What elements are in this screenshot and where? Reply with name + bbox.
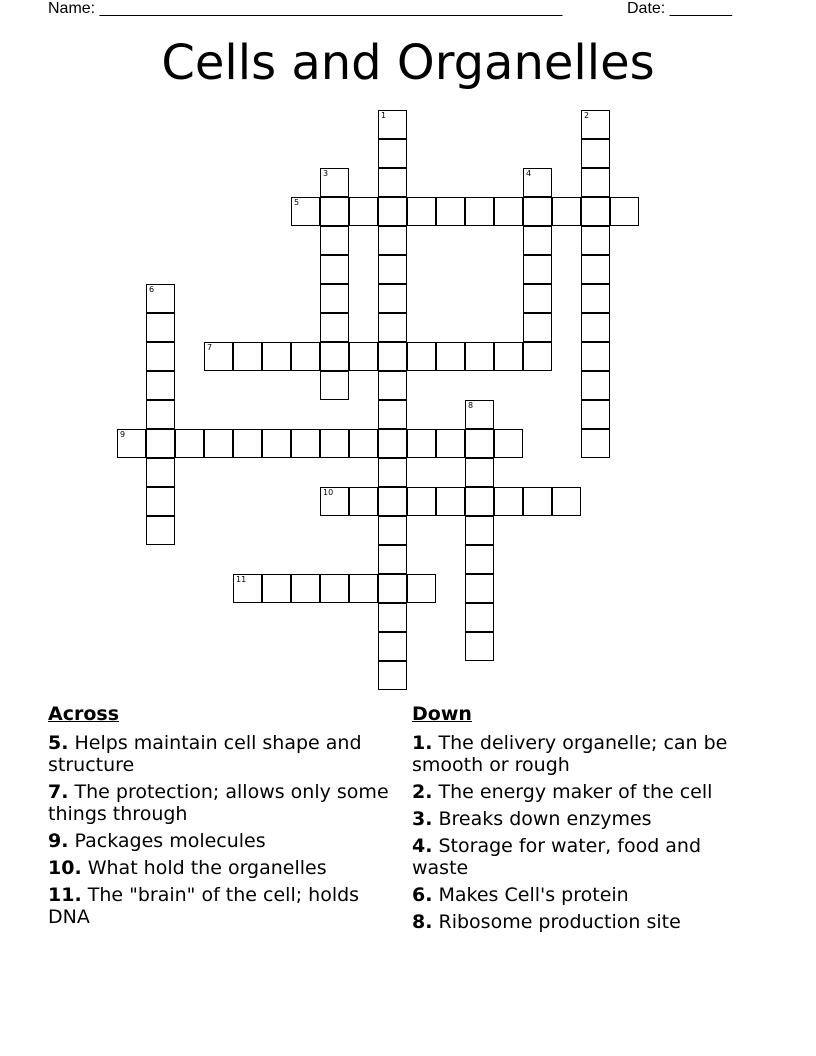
grid-cell[interactable] — [320, 487, 349, 516]
grid-cell[interactable] — [291, 197, 320, 226]
grid-cell[interactable] — [291, 342, 320, 371]
grid-cell[interactable] — [378, 574, 407, 603]
grid-cell[interactable] — [146, 284, 175, 313]
cell-number: 2 — [584, 111, 590, 120]
grid-cell[interactable] — [436, 197, 465, 226]
clue-number: 7. — [48, 781, 69, 803]
grid-cell[interactable] — [523, 226, 552, 255]
clue-number: 8. — [412, 911, 433, 933]
clue-number: 4. — [412, 835, 433, 857]
clue-across-9 — [48, 830, 398, 852]
clue-across-11 — [48, 884, 398, 928]
grid-cell[interactable] — [581, 400, 610, 429]
grid-cell[interactable] — [146, 371, 175, 400]
grid-cell[interactable] — [204, 342, 233, 371]
clue-text: The energy maker of the cell — [438, 781, 713, 803]
clue-text: Ribosome production site — [438, 911, 681, 933]
grid-cell[interactable] — [523, 487, 552, 516]
name-field-label: Name: ____________________________________________________ — [48, 0, 563, 17]
grid-cell[interactable] — [349, 574, 378, 603]
grid-cell[interactable] — [581, 168, 610, 197]
clue-text: Packages molecules — [74, 830, 266, 852]
grid-cell[interactable] — [465, 458, 494, 487]
grid-cell[interactable] — [581, 139, 610, 168]
grid-cell[interactable] — [610, 197, 639, 226]
grid-cell[interactable] — [378, 545, 407, 574]
grid-cell[interactable] — [378, 400, 407, 429]
grid-cell[interactable] — [407, 429, 436, 458]
cell-number: 9 — [120, 430, 126, 439]
grid-cell[interactable] — [320, 197, 349, 226]
clue-number: 2. — [412, 781, 433, 803]
grid-cell[interactable] — [494, 429, 523, 458]
grid-cell[interactable] — [378, 516, 407, 545]
grid-cell[interactable] — [523, 284, 552, 313]
grid-cell[interactable] — [465, 516, 494, 545]
grid-cell[interactable] — [320, 313, 349, 342]
grid-cell[interactable] — [378, 255, 407, 284]
grid-cell[interactable] — [465, 545, 494, 574]
grid-cell[interactable] — [320, 429, 349, 458]
grid-cell[interactable] — [407, 574, 436, 603]
clue-text: The delivery organelle; can be smooth or rough — [412, 732, 728, 776]
clue-text: The protection; allows only some things through — [48, 781, 389, 825]
grid-cell[interactable] — [465, 400, 494, 429]
grid-cell[interactable] — [465, 197, 494, 226]
grid-cell[interactable] — [523, 255, 552, 284]
clue-text: Helps maintain cell shape and structure — [48, 732, 362, 776]
clue-number: 11. — [48, 884, 82, 906]
grid-cell[interactable] — [262, 429, 291, 458]
grid-cell[interactable] — [494, 342, 523, 371]
grid-cell[interactable] — [523, 313, 552, 342]
grid-cell[interactable] — [320, 255, 349, 284]
grid-cell[interactable] — [523, 197, 552, 226]
clue-text: The "brain" of the cell; holds DNA — [48, 884, 360, 928]
clue-across-7 — [48, 781, 398, 825]
grid-cell[interactable] — [378, 603, 407, 632]
clue-number: 6. — [412, 884, 433, 906]
grid-cell[interactable] — [581, 429, 610, 458]
grid-cell[interactable] — [407, 197, 436, 226]
grid-cell[interactable] — [320, 342, 349, 371]
grid-cell[interactable] — [465, 342, 494, 371]
grid-cell[interactable] — [378, 139, 407, 168]
grid-cell[interactable] — [465, 574, 494, 603]
grid-cell[interactable] — [175, 429, 204, 458]
grid-cell[interactable] — [378, 168, 407, 197]
clue-across-5 — [48, 732, 398, 776]
clue-number: 1. — [412, 732, 433, 754]
date-field-label: Date: _______ — [627, 0, 732, 17]
grid-cell[interactable] — [262, 342, 291, 371]
grid-cell[interactable] — [291, 574, 320, 603]
across-heading: Across — [48, 703, 120, 725]
cell-number: 7 — [207, 343, 213, 352]
clue-down-1 — [412, 732, 762, 776]
grid-cell[interactable] — [204, 429, 233, 458]
grid-cell[interactable] — [320, 574, 349, 603]
grid-cell[interactable] — [581, 197, 610, 226]
grid-cell[interactable] — [581, 342, 610, 371]
grid-cell[interactable] — [349, 429, 378, 458]
grid-cell[interactable] — [465, 487, 494, 516]
clue-across-10 — [48, 857, 398, 879]
grid-cell[interactable] — [146, 516, 175, 545]
grid-cell[interactable] — [320, 284, 349, 313]
grid-cell[interactable] — [146, 313, 175, 342]
down-heading: Down — [412, 703, 472, 725]
grid-cell[interactable] — [378, 284, 407, 313]
clue-number: 9. — [48, 830, 69, 852]
grid-cell[interactable] — [378, 458, 407, 487]
grid-cell[interactable] — [117, 429, 146, 458]
clue-number: 10. — [48, 857, 82, 879]
grid-cell[interactable] — [407, 342, 436, 371]
grid-cell[interactable] — [552, 197, 581, 226]
cell-number: 1 — [381, 111, 387, 120]
clue-down-3 — [412, 808, 762, 830]
clue-down-8 — [412, 911, 762, 933]
grid-cell[interactable] — [291, 429, 320, 458]
grid-cell[interactable] — [465, 603, 494, 632]
grid-cell[interactable] — [320, 371, 349, 400]
grid-cell[interactable] — [494, 487, 523, 516]
grid-cell[interactable] — [581, 313, 610, 342]
cell-number: 8 — [468, 401, 474, 410]
grid-cell[interactable] — [146, 400, 175, 429]
grid-cell[interactable] — [233, 429, 262, 458]
grid-cell[interactable] — [378, 371, 407, 400]
grid-cell[interactable] — [552, 487, 581, 516]
clue-text: What hold the organelles — [87, 857, 327, 879]
grid-cell[interactable] — [581, 226, 610, 255]
grid-cell[interactable] — [146, 342, 175, 371]
clue-number: 5. — [48, 732, 69, 754]
clue-down-4 — [412, 835, 762, 879]
clue-text: Makes Cell's protein — [438, 884, 629, 906]
grid-cell[interactable] — [581, 110, 610, 139]
cell-number: 6 — [149, 285, 155, 294]
grid-cell[interactable] — [349, 487, 378, 516]
grid-cell[interactable] — [378, 487, 407, 516]
grid-cell[interactable] — [320, 168, 349, 197]
clue-text: Breaks down enzymes — [438, 808, 652, 830]
grid-cell[interactable] — [523, 342, 552, 371]
grid-cell[interactable] — [581, 371, 610, 400]
grid-cell[interactable] — [233, 574, 262, 603]
across-clues — [48, 702, 398, 933]
grid-cell[interactable] — [523, 168, 552, 197]
grid-cell[interactable] — [146, 429, 175, 458]
grid-cell[interactable] — [320, 226, 349, 255]
cell-number: 5 — [294, 198, 300, 207]
grid-cell[interactable] — [465, 429, 494, 458]
grid-cell[interactable] — [378, 110, 407, 139]
grid-cell[interactable] — [378, 632, 407, 661]
clue-down-2 — [412, 781, 762, 803]
cell-number: 10 — [323, 488, 334, 497]
grid-cell[interactable] — [233, 342, 262, 371]
page-title: Cells and Organelles — [161, 35, 655, 91]
grid-cell[interactable] — [378, 429, 407, 458]
grid-cell[interactable] — [378, 342, 407, 371]
clue-number: 3. — [412, 808, 433, 830]
grid-cell[interactable] — [407, 487, 436, 516]
grid-cell[interactable] — [378, 661, 407, 690]
grid-cell[interactable] — [581, 284, 610, 313]
grid-cell[interactable] — [349, 342, 378, 371]
grid-cell[interactable] — [146, 458, 175, 487]
grid-cell[interactable] — [262, 574, 291, 603]
cell-number: 11 — [236, 575, 247, 584]
cell-number: 4 — [526, 169, 532, 178]
grid-cell[interactable] — [436, 429, 465, 458]
grid-cell[interactable] — [581, 255, 610, 284]
grid-cell[interactable] — [146, 487, 175, 516]
grid-cell[interactable] — [494, 197, 523, 226]
grid-cell[interactable] — [378, 197, 407, 226]
grid-cell[interactable] — [436, 487, 465, 516]
grid-cell[interactable] — [465, 632, 494, 661]
grid-cell[interactable] — [349, 197, 378, 226]
grid-cell[interactable] — [436, 342, 465, 371]
clue-down-6 — [412, 884, 762, 906]
grid-cell[interactable] — [378, 313, 407, 342]
grid-cell[interactable] — [378, 226, 407, 255]
down-clues — [412, 702, 762, 938]
cell-number: 3 — [323, 169, 329, 178]
clue-text: Storage for water, food and waste — [412, 835, 702, 879]
